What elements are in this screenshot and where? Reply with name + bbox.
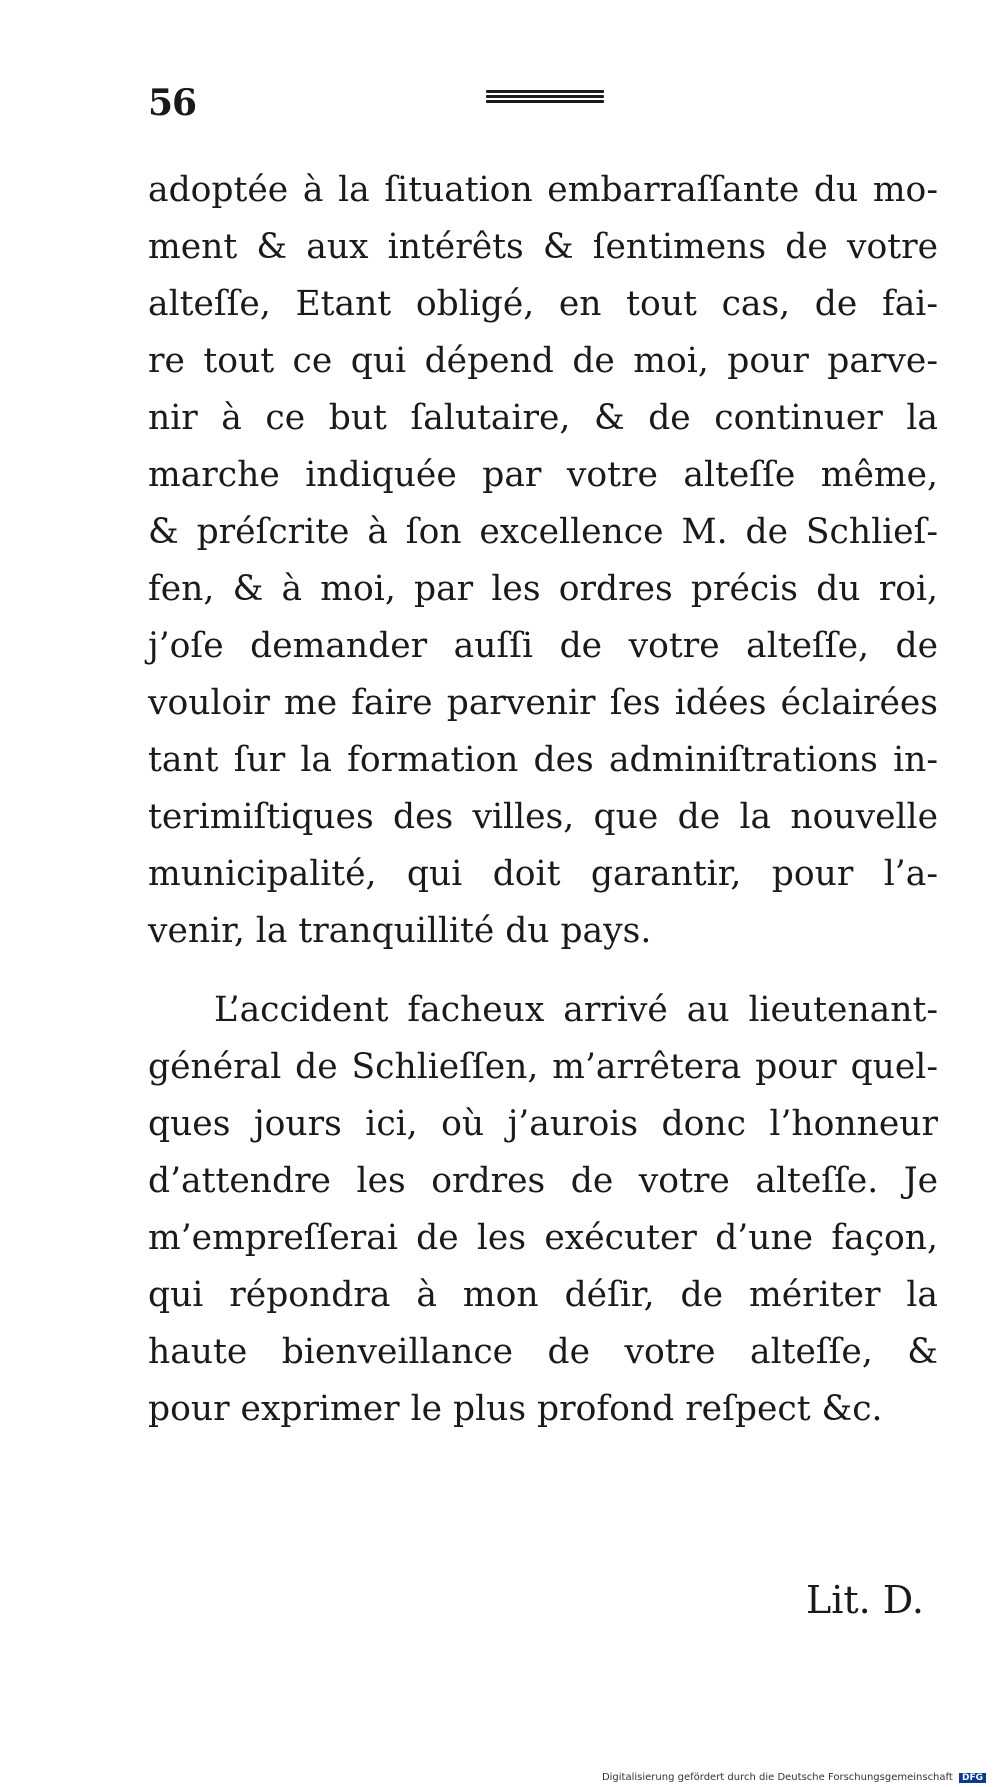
text-line: marche indiquée par votre alteſſe même,	[148, 455, 938, 495]
text-line: pour exprimer le plus profond reſpect &c.	[148, 1389, 883, 1429]
text-line: fen, & à moi, par les ordres précis du roi,	[148, 569, 938, 609]
text-line: ment & aux intérêts & ſentimens de votre	[148, 227, 938, 267]
text-line: nir à ce but ſalutaire, & de continuer la	[148, 398, 938, 438]
dfg-logo: DFG	[959, 1773, 986, 1783]
text-line: vouloir me faire parvenir ſes idées éclairées	[148, 683, 938, 723]
text-line: & préſcrite à ſon excellence M. de Schlieſ-	[148, 512, 938, 552]
page-number: 56	[148, 82, 197, 124]
text-line: tant ſur la formation des adminiſtrations in-	[148, 740, 938, 780]
text-line: terimiſtiques des villes, que de la nouvelle	[148, 797, 938, 837]
header-rule-ornament	[486, 90, 604, 104]
digitization-credit-text: Digitalisierung gefördert durch die Deutsche Forschungsgemeinschaft	[601, 1772, 953, 1783]
text-line: haute bienveillance de votre alteſſe, &	[148, 1332, 938, 1372]
text-line: m’empreſſerai de les exécuter d’une façon,	[148, 1218, 938, 1258]
text-line: re tout ce qui dépend de moi, pour parve-	[148, 341, 938, 381]
text-line: adoptée à la ſituation embarraſſante du mo-	[148, 170, 938, 210]
text-line: alteſſe, Etant obligé, en tout cas, de fai-	[148, 284, 938, 324]
text-line: L’accident facheux arrivé au lieutenant-	[214, 990, 938, 1030]
paragraph-1	[148, 162, 938, 960]
text-line: ques jours ici, où j’aurois donc l’honneur	[148, 1104, 938, 1144]
text-line: général de Schlieſſen, m’arrêtera pour quel-	[148, 1047, 938, 1087]
digitization-credit	[602, 1772, 986, 1783]
paragraph-2	[148, 982, 938, 1438]
text-line: venir, la tranquillité du pays.	[148, 911, 652, 951]
text-line: j’oſe demander auſſi de votre alteſſe, de	[148, 626, 938, 666]
text-line: municipalité, qui doit garantir, pour l’a-	[148, 854, 938, 894]
signature-mark: Lit. D.	[805, 1578, 924, 1622]
text-line: d’attendre les ordres de votre alteſſe. Je	[148, 1161, 938, 1201]
text-line: qui répondra à mon déſir, de mériter la	[148, 1275, 938, 1315]
